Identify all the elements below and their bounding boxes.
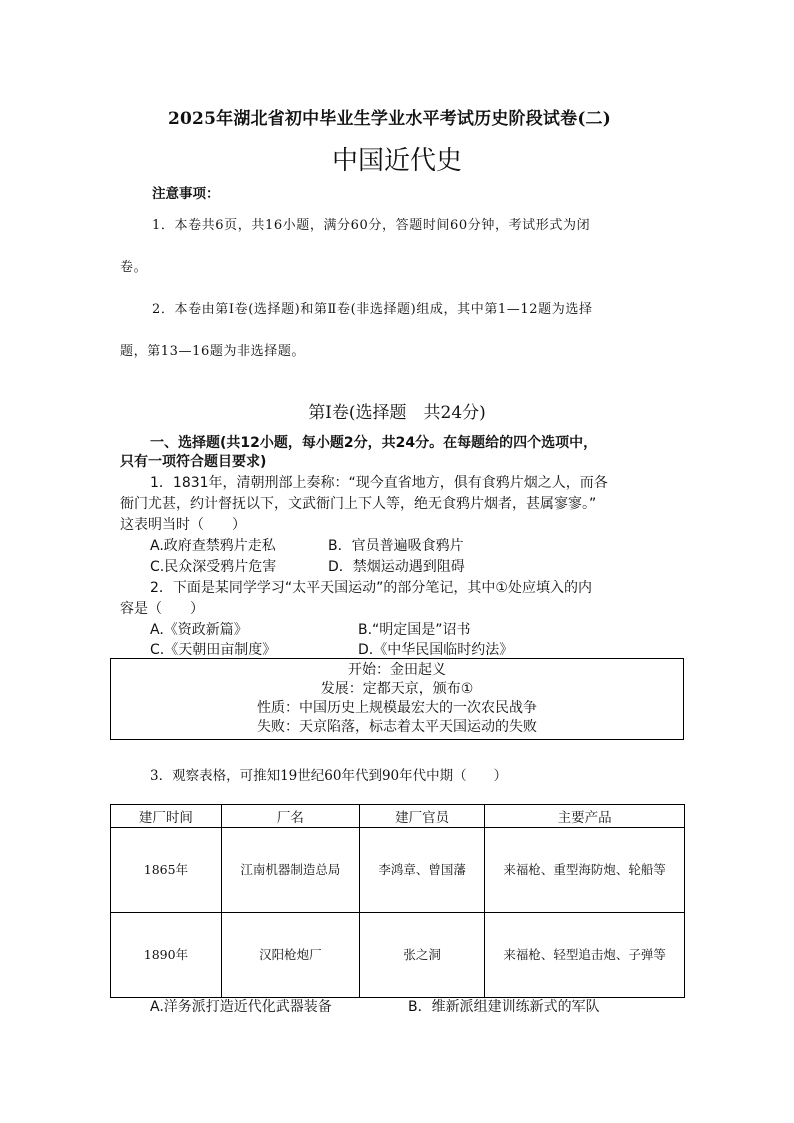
row2-factory: 汉阳枪炮厂 [221, 913, 359, 998]
q1-stem-line-1: 1．1831年，清朝刑部上奏称：“现今直省地方，俱有食鸦片烟之人，而各 [150, 475, 608, 491]
header-official: 建厂官员 [360, 805, 485, 828]
q1-stem-line-3: 这表明当时（ ） [120, 517, 246, 533]
notice-item-1-line-2: 卷。 [120, 260, 148, 275]
row1-factory: 江南机器制造总局 [221, 828, 359, 913]
notes-line-start: 开始：金田起义 [348, 662, 446, 678]
header-products: 主要产品 [485, 805, 685, 828]
q2-option-a: A.《资政新篇》 [150, 622, 248, 638]
q2-stem-line-2: 容是（ ） [120, 601, 204, 617]
q1-option-d: D．禁烟运动遇到阻碍 [328, 559, 465, 575]
row1-products: 来福枪、重型海防炮、轮船等 [485, 828, 685, 913]
q1-option-a: A.政府查禁鸦片走私 [150, 538, 276, 554]
notice-item-2-line-2: 题，第13—16题为非选择题。 [120, 344, 306, 359]
table-header-row [111, 805, 685, 828]
row1-time: 1865年 [111, 828, 222, 913]
q3-option-a: A.洋务派打造近代化武器装备 [150, 999, 332, 1015]
exam-subtitle: 中国近代史 [331, 146, 462, 176]
section-instruction-line-2: 只有一项符合题目要求) [120, 454, 267, 470]
table-row [111, 913, 685, 998]
section-title: 第Ⅰ卷(选择题 共24分) [308, 403, 486, 423]
q2-option-d: D.《中华民国临时约法》 [358, 642, 514, 658]
row2-official: 张之洞 [360, 913, 485, 998]
q1-stem-line-2: 衙门尤甚，约计督抚以下，文武衙门上下人等，绝无食鸦片烟者，甚属寥寥。” [120, 496, 597, 512]
exam-title: 2025年湖北省初中毕业生学业水平考试历史阶段试卷(二) [168, 109, 612, 129]
q1-option-b: B．官员普遍吸食鸦片 [328, 538, 464, 554]
section-instruction-line-1: 一、选择题(共12小题，每小题2分，共24分。在每题给的四个选项中， [150, 435, 598, 451]
q3-option-b: B．维新派组建训练新式的军队 [408, 999, 600, 1015]
header-factory-name: 厂名 [221, 805, 359, 828]
q3-stem: 3．观察表格，可推知19世纪60年代到90年代中期（ ） [150, 768, 508, 784]
factory-table [110, 804, 685, 998]
row2-products: 来福枪、轻型追击炮、子弹等 [485, 913, 685, 998]
row1-official: 李鸿章、曾国藩 [360, 828, 485, 913]
notes-line-nature: 性质：中国历史上规模最宏大的一次农民战争 [257, 700, 537, 716]
header-build-time: 建厂时间 [111, 805, 222, 828]
q1-option-c: C.民众深受鸦片危害 [150, 559, 277, 575]
notice-item-2-line-1: 2．本卷由第Ⅰ卷(选择题)和第Ⅱ卷(非选择题)组成，其中第1—12题为选择 [152, 302, 593, 317]
notice-heading: 注意事项： [152, 186, 220, 202]
notice-item-1-line-1: 1．本卷共6页，共16小题，满分60分，答题时间60分钟，考试形式为闭 [152, 218, 591, 233]
q2-option-c: C.《天朝田亩制度》 [150, 642, 277, 658]
taiping-notes-box [110, 658, 684, 740]
notes-line-development: 发展：定都天京，颁布① [320, 681, 474, 697]
notes-line-failure: 失败：天京陷落，标志着太平天国运动的失败 [257, 719, 537, 735]
q2-stem-line-1: 2．下面是某同学学习“太平天国运动”的部分笔记，其中①处应填入的内 [150, 580, 592, 596]
table-row [111, 828, 685, 913]
row2-time: 1890年 [111, 913, 222, 998]
q2-option-b: B.“明定国是”诏书 [358, 622, 471, 638]
